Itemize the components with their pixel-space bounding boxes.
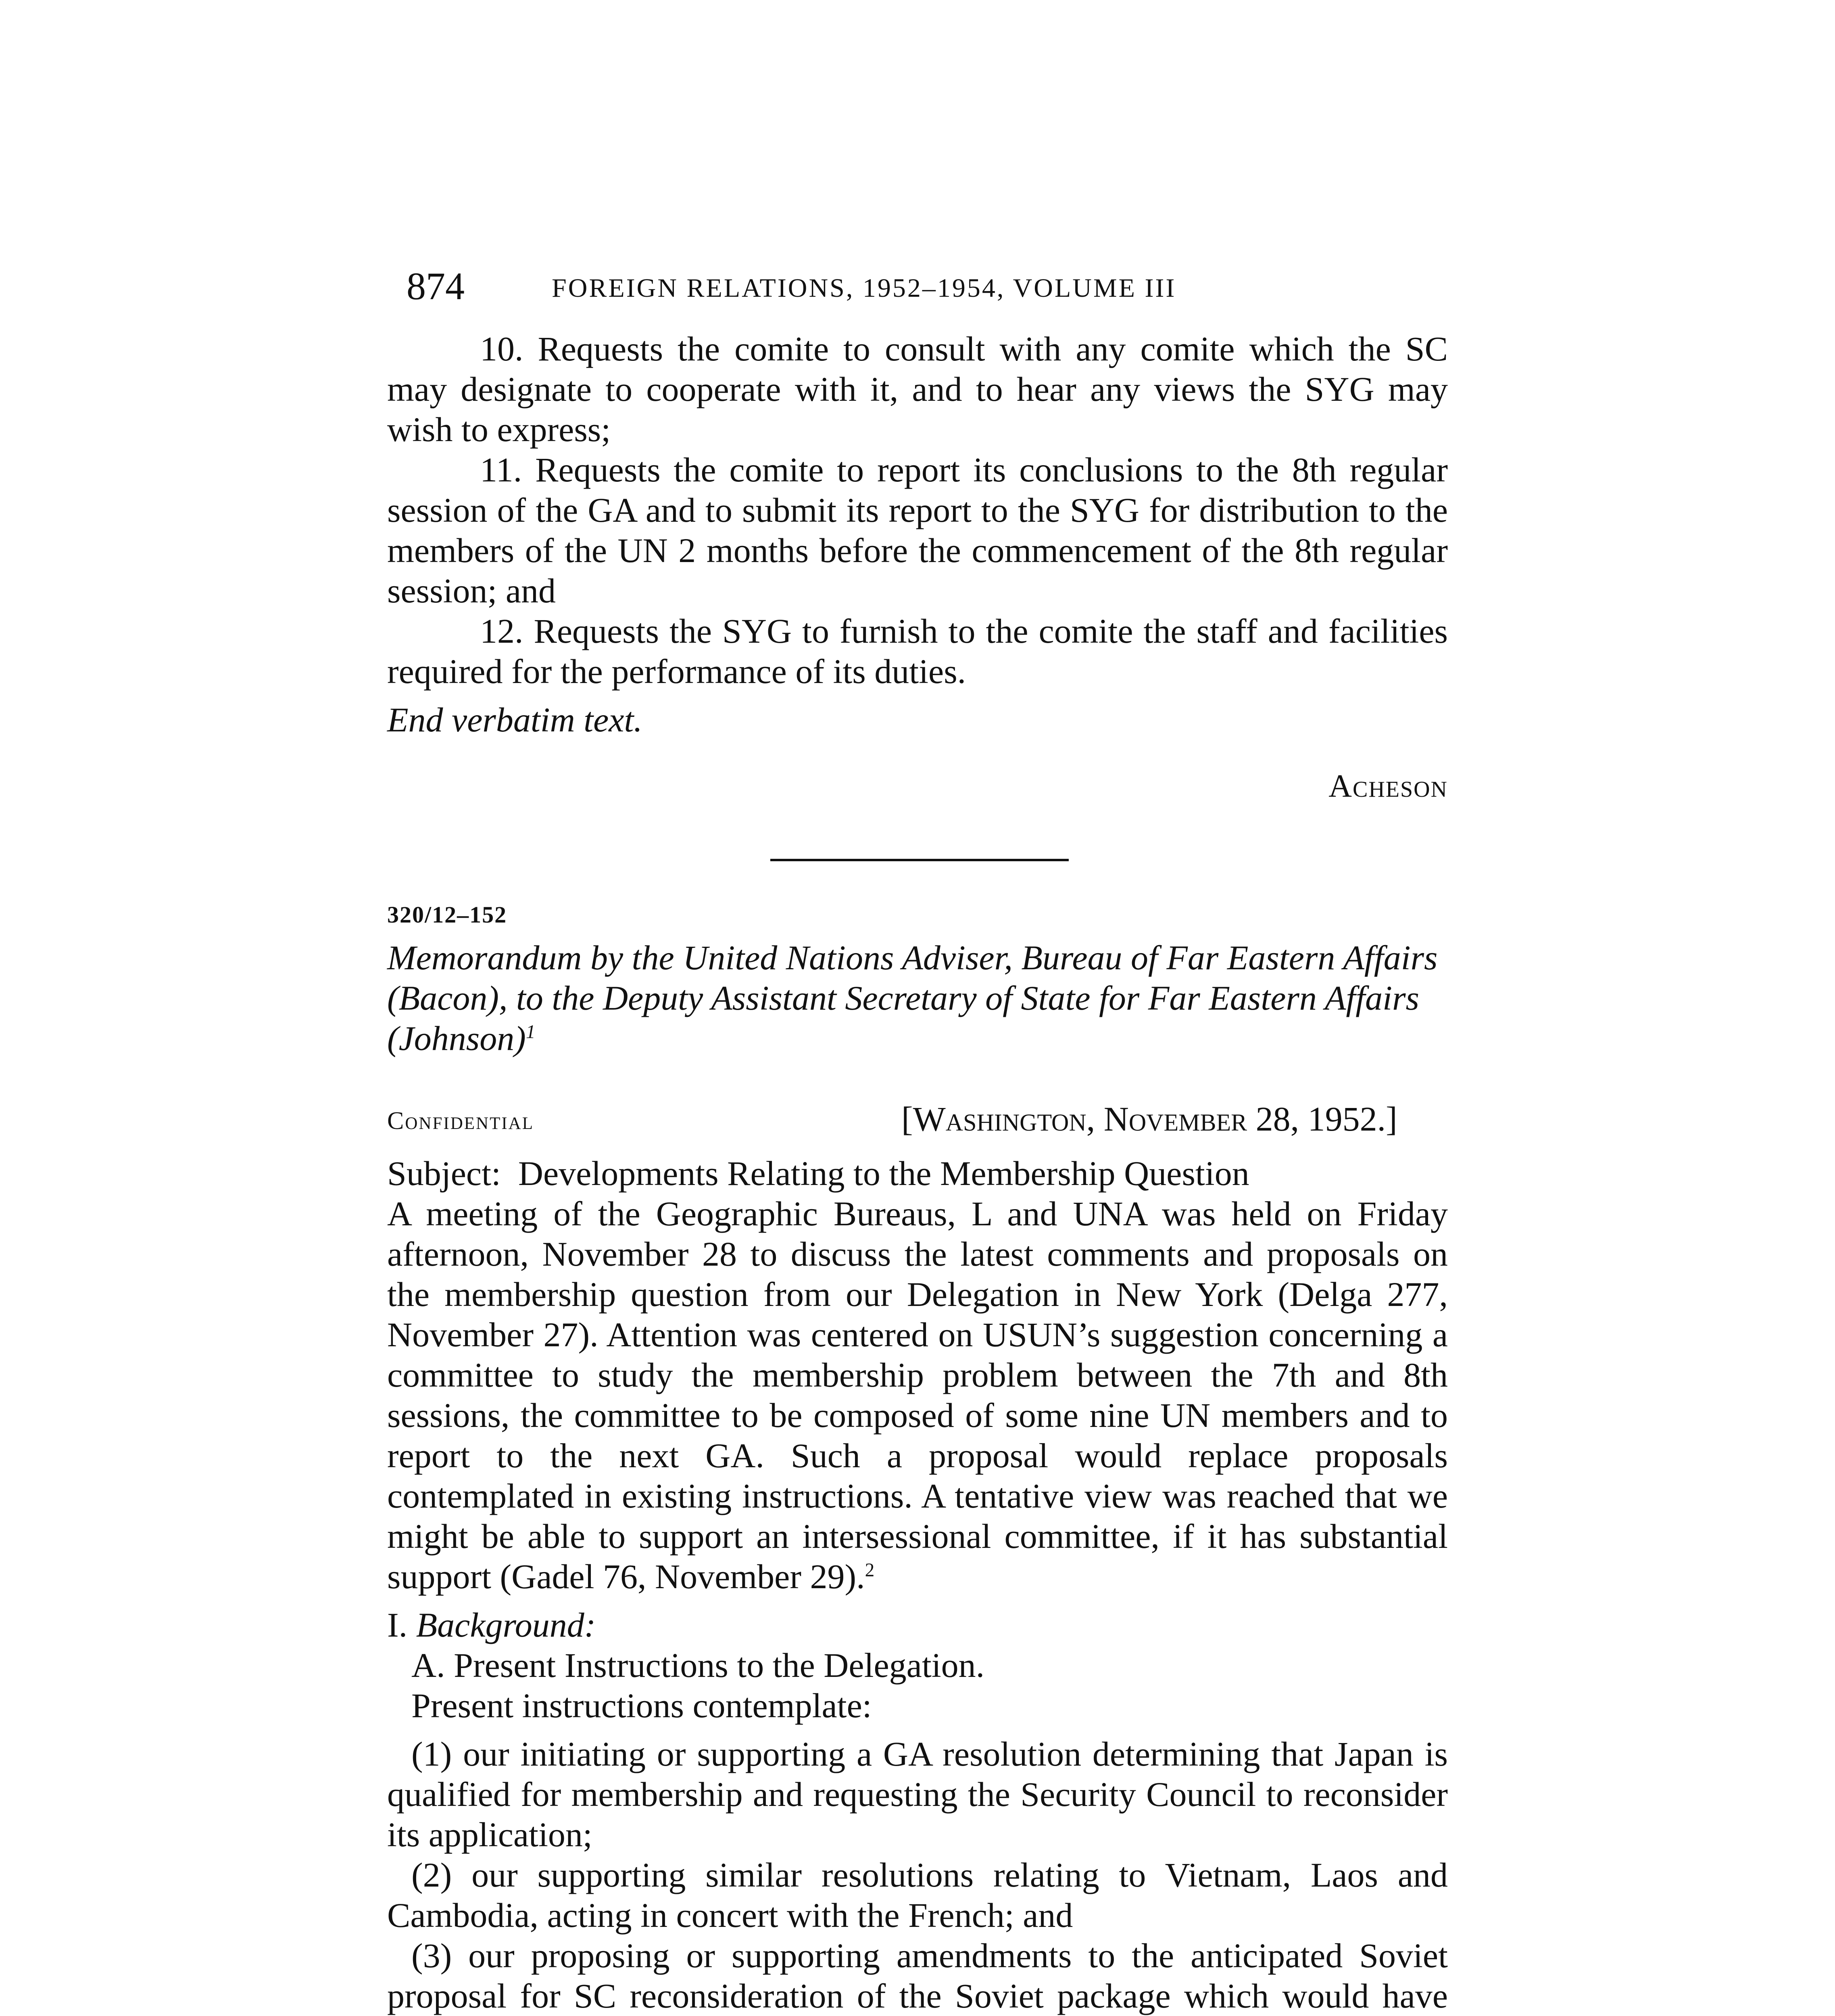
lead-in: Present instructions contemplate: — [411, 1686, 872, 1725]
subject-label: Subject: — [387, 1154, 501, 1193]
file-reference: 320/12–152 — [387, 902, 507, 928]
instruction-item: (2) our supporting similar resolutions relating to Vietnam, Laos and Cambodia, acting in concert with the French; and — [387, 1856, 1448, 1935]
instruction-item: (1) our initiating or supporting a GA resolution determining that Japan is qualified for membership and requesting the Security Council to reconsider its application; — [387, 1735, 1448, 1854]
end-verbatim-note: End verbatim text. — [387, 700, 642, 739]
subject-line — [387, 1153, 1448, 1193]
intro-paragraph — [387, 1193, 1448, 1597]
section-title: Background: — [416, 1606, 596, 1644]
subsection-heading: A. Present Instructions to the Delegation. — [411, 1646, 985, 1685]
preceding-document-body — [387, 329, 1448, 740]
intro-paragraph-text: A meeting of the Geographic Bureaus, L and UNA was held on Friday afternoon, November 28 to discuss the latest comments and proposals on the membership question from our Delegation in New York (Delga 277, November 27). Attention was centered on USUN’s suggestion concerning a committee to study the membership problem between the 7th and 8th sessions, the committee to be composed of some nine UN members and to report to the next GA. Such a proposal would replace proposals contemplated in existing instructions. A tentative view was reached that we might be able to support an intersessional committee, if it has substantial support (Gadel 76, November 29). — [387, 1194, 1448, 1596]
running-head: FOREIGN RELATIONS, 1952–1954, VOLUME III — [552, 273, 1176, 303]
resolution-paragraph: 10. Requests the comite to consult with any comite which the SC may designate to cooperate with it, and to hear any views the SYG may wish to express; — [387, 329, 1448, 449]
footnote-marker: 1 — [525, 1021, 536, 1043]
section-number: I. — [387, 1606, 408, 1644]
footnote-marker: 2 — [865, 1560, 875, 1581]
document-title — [387, 937, 1452, 1058]
document-separator-rule — [770, 859, 1069, 861]
page-number: 874 — [407, 264, 465, 308]
classification: Confidential — [387, 1107, 534, 1135]
instruction-item: (3) our proposing or supporting amendments to the anticipated Soviet proposal for SC reconsideration of the Soviet package which would have — [387, 1936, 1448, 2015]
signature: Acheson — [1328, 768, 1448, 804]
dateline: [Washington, November 28, 1952.] — [901, 1100, 1397, 1138]
resolution-paragraph: 12. Requests the SYG to furnish to the comite the staff and facilities required for the performance of its duties. — [387, 612, 1448, 691]
memorandum-body — [387, 1153, 1448, 2016]
section-heading — [387, 1605, 1448, 1645]
document-title-text: Memorandum by the United Nations Adviser, Bureau of Far Eastern Affairs (Bacon), to the Deputy Assistant Secretary of State for Far Eastern Affairs (Johnson) — [387, 938, 1438, 1058]
resolution-paragraph: 11. Requests the comite to report its conclusions to the 8th regular session of the GA and to submit its report to the SYG for distribution to the members of the UN 2 months before the commencement of the 8th regular session; and — [387, 450, 1448, 610]
page-header — [407, 262, 1455, 310]
subject-text: Developments Relating to the Membership Question — [518, 1154, 1249, 1193]
